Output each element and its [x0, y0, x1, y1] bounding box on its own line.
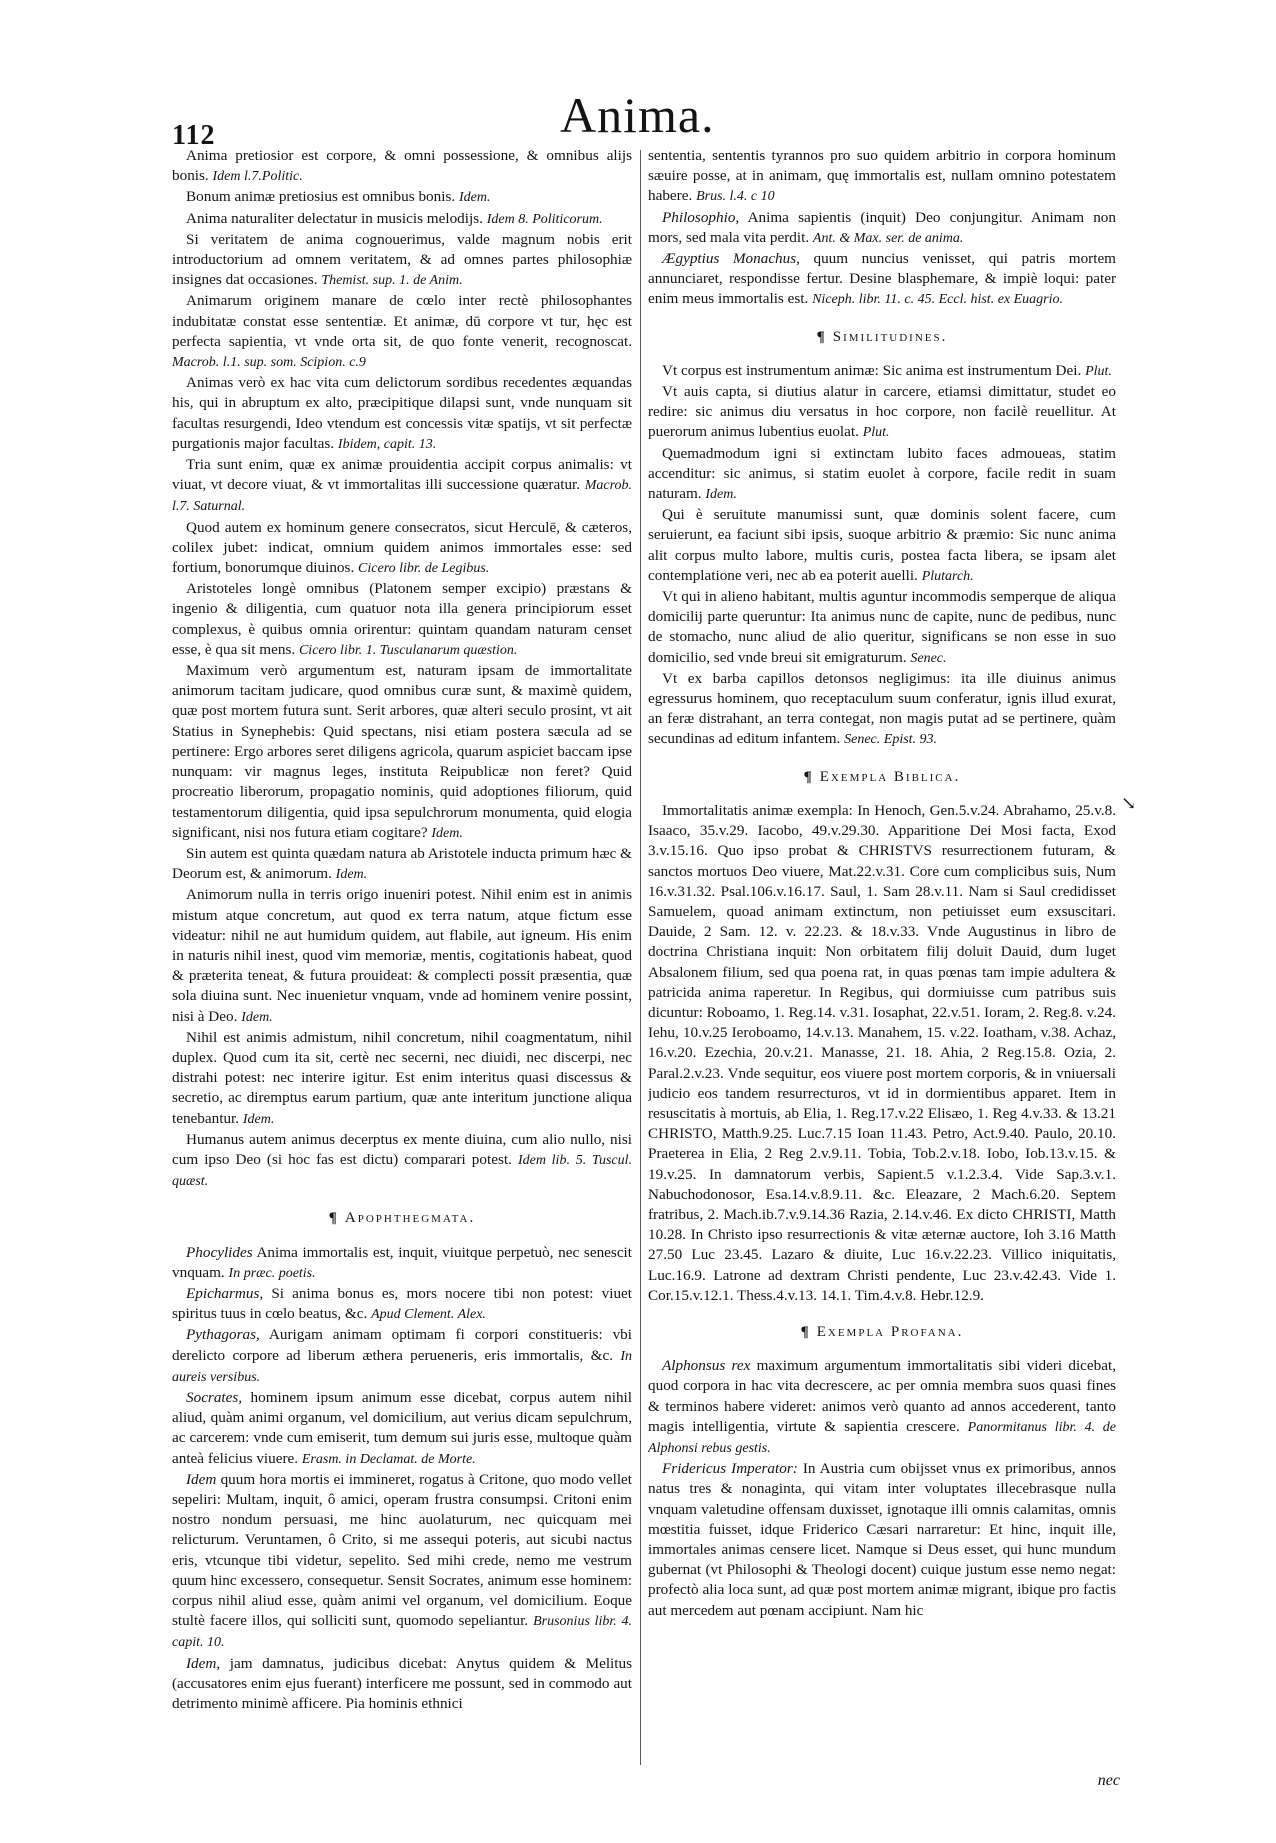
entry-paragraph: [172, 1470, 632, 1654]
entry-text: Si anima bonus es, mors nocere tibi non potest: viuet spiritus tuus in cœlo beatus, &c.: [172, 1284, 632, 1323]
entry-citation: Ibidem, capit. 13.: [337, 436, 437, 452]
entry-paragraph: [648, 382, 1116, 444]
entry-text: Anima immortalis est, inquit, viuitque perpetuò, nec senescit vnquam.: [172, 1243, 632, 1281]
entry-paragraph: [172, 455, 632, 518]
entry-citation: Ant. & Max. ser. de anima.: [812, 230, 964, 246]
entry-text: Quod autem ex hominum genere consecratos, sicut Herculē, & cæteros, colilex jubet: indicat, omnium quidem animos immortales esse: sed fortium, bonorumque diuinos.: [172, 518, 632, 577]
entry-speaker: Pythagoras,: [186, 1326, 260, 1344]
section-heading-text: Exempla Profana.: [816, 1323, 964, 1340]
entry-text: Aristoteles longè omnibus (Platonem semper excipio) præstans & ingenio & diligentia, cum quatuor nota illa genera principiorum esset complexus, è quibus omnia orirentur: quintam quandam naturam censet esse, è qua sit mens.: [172, 580, 632, 658]
entry-paragraph: [172, 1388, 632, 1470]
entry-paragraph: [648, 1459, 1116, 1621]
entry-citation: Cicero libr. de Legibus.: [358, 561, 490, 577]
entry-paragraph: [172, 146, 632, 187]
entry-text: quum nuncius venisset, qui patris mortem annunciaret, respondisse fertur. Desine blasphemare, & impiè loqui: pater enim meus immortalis est.: [648, 250, 1116, 308]
entry-citation: Idem.: [431, 825, 463, 841]
column-divider: [640, 150, 641, 1765]
section-heading-text: Exempla Biblica.: [819, 768, 961, 785]
entry-citation: Idem.: [705, 487, 737, 503]
entry-text: maximum argumentum immortalitatis sibi videri dicebat, quod corpora in hac vita decrescere, ac per omnia membra suos quasi fines & terminos habere videret: animos verò quanto ad annos accederent, tanto magis intelligentia, virtute & sapientia crescere.: [648, 1357, 1116, 1435]
entry-citation: Idem.: [241, 1009, 273, 1025]
entry-citation: Apud Clement. Alex.: [371, 1307, 486, 1323]
entry-text: Si veritatem de anima cognouerimus, valde magnum nobis erit introductorium ad omnem veritatem, & ad omnes partes philosophiæ insignes dat occasiones.: [172, 230, 632, 289]
entry-text: Animarum originem manare de cœlo inter rectè philosophantes indubitatæ constat esse sententiæ. Et animæ, dū corpore vt tur, hęc est perfecta sapientia, vt vnde orta sit, de quo fonte venerit, recognoscat.: [172, 292, 632, 350]
entry-citation: Idem l.7.Politic.: [212, 169, 303, 185]
entry-paragraph: [172, 373, 632, 455]
pilcrow-mark: ¶: [328, 1210, 337, 1227]
entry-paragraph: [648, 208, 1116, 249]
entry-paragraph: [648, 587, 1116, 669]
entry-text: Anima pretiosior est corpore, & omni possessione, & omnibus alijs bonis.: [172, 147, 632, 185]
entry-citation: Idem lib. 5. Tuscul. quæst.: [172, 1152, 632, 1190]
entry-citation: In aureis versibus.: [172, 1348, 632, 1385]
entry-text: Vt qui in alieno habitant, multis aguntur incommodis semperque de aliqua domicilij parte queruntur: Ita animus nunc de capite, nunc de pedibus, nunc de stomacho, nunc aliud de alio queritur, significans se non esse in suo domicilio, sed vnde breui sit emigraturum.: [648, 588, 1116, 666]
entry-text: hominem ipsum animum esse dicebat, corpus autem nihil aliud, quàm animi organum, vel domicilium, aut verius dicam sepulchrum, ac carcerem: vnde cum emiserit, tum demum sui juris esse, multoque quàm anteà felicius viuere.: [172, 1388, 632, 1467]
entry-citation: Themist. sup. 1. de Anim.: [321, 273, 463, 289]
entry-speaker: Philosophio,: [662, 208, 740, 226]
entry-text: Maximum verò argumentum est, naturam ipsam de immortalitate animorum tacitam judicare, quod omnibus curæ sunt, & maximè quidem, quæ post mortem futura sunt. Serit arbores, quæ alteri seculo prosint, vt ait Statius in Synephebis: Quid spectans, nisi etiam postera sæcula ad se pertinere: Ergo arbores seret diligens agricola, quarum aspiciet baccam ipse nunquam: vir magnus leges, instituta Reipublicæ non feret? Quid procreatio liberorum, propagatio nominis, quid adoptiones filiorum, quid testamentorum diligentia, quid ipsa sepulchrorum monumenta, quid elogia significant, nisi nos futura etiam cogitare?: [172, 662, 632, 841]
entry-paragraph: [172, 1654, 632, 1715]
entry-paragraph: [172, 579, 632, 661]
entry-text: In Austria cum obijsset vnus ex primoribus, annos natus tres & nonaginta, qui vitam inter voluptates illecebrasque nulla vnquam valetudine offensam duxisset, ignotaque illi omnis calamitas, omnis mœstitia fuisset, idque Friderico Cæsari narraretur: Et hinc, inquit ille, immortales animas censere licet. Namque si Deus esset, qui hunc mundum gubernat (vt Philosophi & Theologi docent) cuique justum esse nemo negat: profectò alia loca sunt, ad quæ post mortem animæ migrant, ibique pro factis aut mercedem aut pœnam accipiunt. Nam hic: [648, 1460, 1116, 1619]
entry-citation: Panormitanus libr. 4. de Alphonsi rebus gestis.: [648, 1419, 1116, 1456]
margin-mark: ↘: [1121, 793, 1137, 813]
entry-paragraph: [172, 1028, 632, 1130]
entry-text: quum hora mortis ei immineret, rogatus à Critone, quo modo vellet sepeliri: Multam, inquit, ô amici, operam frustra consumpsi. Critoni enim nostro nondum persuasi, me hinc auolaturum, nec quicquam mei relicturum. Veruntamen, ô Crito, si me assequi poteris, aut sicubi nactus eris, vtcunque tibi videtur, sepelito. Sed mihi crede, nemo me vestrum quum hinc excessero, consequetur. Sensit Socrates, animum esse hominem: corpus nihil aliud esse, quàm animi vel organum, vel domicilium. Eoque stultè facere illos, qui solliciti sunt, quomodo sepeliantur.: [172, 1470, 632, 1630]
entry-paragraph: [172, 187, 632, 208]
section-heading-text: Similitudines.: [832, 328, 948, 345]
entry-paragraph: [648, 801, 1116, 1306]
section-heading-text: Apophthegmata.: [344, 1210, 476, 1227]
entry-paragraph: [648, 669, 1116, 751]
entry-paragraph: [648, 1356, 1116, 1459]
entry-paragraph: [648, 505, 1116, 587]
entry-citation: In præc. poetis.: [228, 1265, 316, 1281]
entry-citation: Idem.: [242, 1111, 275, 1127]
running-head: Anima.: [560, 87, 715, 143]
page-number: 112: [172, 120, 216, 151]
entry-text: Humanus autem animus decerptus ex mente diuina, cum alio nullo, nisi cum ipso Deo (si hoc fas est dictu) comparari potest.: [172, 1130, 632, 1168]
entry-paragraph: [172, 1130, 632, 1193]
entry-text: Vt auis capta, si diutius alatur in carcere, etiamsi dimittatur, studet eo redire: sic animus diu versatus in hoc corpore, non facilè reuellitur. At puerorum animus lubentius euolat.: [648, 383, 1116, 441]
pilcrow-mark: ¶: [803, 768, 812, 785]
left-column: [172, 146, 632, 1773]
entry-paragraph: [172, 209, 632, 230]
entry-paragraph: [648, 146, 1116, 208]
entry-citation: Brus. l.4. c 10: [696, 189, 775, 205]
entry-paragraph: [172, 518, 632, 580]
entry-text: Aurigam animam optimam fi corpori constitueris: vbi derelicto corpore ad liberum æthera perueneris, eris immortalis, &c.: [172, 1326, 632, 1364]
catchword: nec: [1097, 1772, 1120, 1789]
entry-text: Anima sapientis (inquit) Deo conjungitur. Animam non mors, sed mala vita perdit.: [648, 208, 1116, 246]
pilcrow-mark: ¶: [816, 328, 825, 345]
entry-text: Vt ex barba capillos detonsos negligimus: ita ille diuinus animus egressurus hominem, quo receptaculum suum conferatur, ignis illud exurat, an feræ distrahant, an terra contegat, non magis putat ad se pertinere, quàm secundinas ad editum infantem.: [648, 669, 1116, 748]
entry-paragraph: [648, 361, 1116, 382]
entry-citation: Cicero libr. 1. Tusculanarum quæstion.: [298, 642, 518, 658]
entry-citation: Idem.: [335, 867, 368, 883]
entry-paragraph: [172, 661, 632, 844]
entry-speaker: Idem,: [186, 1654, 221, 1672]
entry-citation: Idem 8. Politicorum.: [486, 211, 603, 227]
entry-citation: Macrob. l.1. sup. som. Scipion. c.9: [172, 355, 366, 371]
entry-paragraph: [172, 885, 632, 1027]
entry-text: Anima naturaliter delectatur in musicis melodijs.: [186, 209, 483, 227]
entry-speaker: Socrates,: [186, 1388, 243, 1406]
entry-paragraph: [648, 249, 1116, 311]
entry-text: sententia, sententis tyrannos pro suo quidem arbitrio in corpora hominum sæuire posse, at in animam, quę immortalis est, nullam omnino potestatem habere.: [648, 147, 1116, 205]
entry-text: Tria sunt enim, quæ ex animæ prouidentia accipit corpus animalis: vt viuat, vt decore viuat, & vt immortalitas illi successione quæratur.: [172, 456, 632, 494]
entry-text: Vt corpus est instrumentum animæ: Sic anima est instrumentum Dei.: [662, 361, 1082, 379]
entry-text: Qui è seruitute manumissi sunt, quæ dominis solent facere, cum seruierunt, ea faciunt sibi ipsis, suoque arbitrio & præmio: Sic nunc anima alit corpus multo labore, multis curis, postea facta libera, se ipsam alet contemplatione veri, nec ab ea poterit auelli.: [648, 506, 1116, 584]
entry-citation: Plutarch.: [921, 568, 974, 584]
entry-citation: Niceph. libr. 11. c. 45. Eccl. hist. ex Euagrio.: [812, 292, 1064, 308]
entry-citation: Senec. Epist. 93.: [844, 732, 938, 748]
entry-citation: Macrob. l.7. Saturnal.: [172, 478, 632, 515]
entry-text: Animas verò ex hac vita cum delictorum sordibus recedentes æquandas his, qui in abruptum ex alto, præcipitique dilapsi sunt, vnde nunquam sit facultas resurgendi, Ideo vtendum est concessis vitæ spatijs, vt sit perfectæ purgationis major facultas.: [172, 374, 632, 452]
entry-paragraph: [172, 291, 632, 373]
entry-text: Sin autem est quinta quædam natura ab Aristotele inducta primum hæc & Deorum est, & animorum.: [172, 844, 632, 883]
entry-paragraph: [172, 844, 632, 885]
entry-paragraph: [172, 230, 632, 292]
entry-paragraph: [172, 1243, 632, 1284]
entry-text: Animorum nulla in terris origo inueniri potest. Nihil enim est in animis mistum atque concretum, aut quod ex terra natum, atque fictum esse videatur: nihil ne aut humidum quidem, aut flabile, aut igneum. His enim in naturis nihil inest, quod vim memoriæ, mentis, cogitationis habeat, quod & præterita teneat, & futura prouideat: & complecti possit præsentia, quæ sola diuina sunt. Nec inuenietur vnquam, vnde ad hominem venire possint, nisi à Deo.: [172, 886, 632, 1025]
entry-speaker: Epicharmus,: [186, 1284, 264, 1302]
entry-speaker: Ægyptius Monachus,: [662, 250, 800, 268]
entry-text: jam damnatus, judicibus dicebat: Anytus quidem & Melitus (accusatores enim ejus fuerant) interficere me possunt, sed in commodo aut detrimento minimè afficere. Pia hominis ethnici: [172, 1654, 632, 1713]
entry-text: Quemadmodum igni si extinctam lubito faces admoueas, statim accenditur: sic animus, si statim euolet à corpore, facile redit in suam naturam.: [648, 444, 1116, 503]
section-heading: [648, 767, 1116, 787]
entry-paragraph: [172, 1325, 632, 1388]
section-heading: [648, 1322, 1116, 1342]
entry-citation: Plut.: [862, 425, 890, 441]
entry-citation: Senec.: [910, 650, 947, 666]
section-heading: [648, 327, 1116, 347]
entry-text: Nihil est animis admistum, nihil concretum, nihil coagmentatum, nihil duplex. Quod cum ita sit, certè nec secerni, nec diuidi, nec discerpi, nec distrahi potest: nec interire igitur. Est enim interitus quasi discessus & secretio, ac diremptus earum partium, quæ ante interitum junctione aliqua tenebantur.: [172, 1028, 632, 1127]
entry-text: Bonum animæ pretiosius est omnibus bonis.: [186, 188, 456, 206]
entry-speaker: Idem: [186, 1470, 217, 1488]
entry-paragraph: [172, 1284, 632, 1325]
entry-citation: Brusonius libr. 4. capit. 10.: [172, 1614, 632, 1651]
entry-citation: Erasm. in Declamat. de Morte.: [301, 1451, 476, 1467]
entry-paragraph: [648, 444, 1116, 506]
right-column: [648, 146, 1116, 1773]
entry-speaker: Alphonsus rex: [662, 1357, 751, 1375]
section-heading: [172, 1208, 632, 1228]
entry-text: Immortalitatis animæ exempla: In Henoch, Gen.5.v.24. Abrahamo, 25.v.8. Isaaco, 35.v.29. Iacobo, 49.v.29.30. Apparitione Dei Mosi facta, Exod 3.v.15.16. Quo ipso probat & CHRISTVS resurrectionem futuram, & sanctos mortuos Deo viuere, Mat.22.v.31. Core cum complicibus suis, Num 16.v.31.32. Psal.106.v.16.17. Saul, 1. Sam 28.v.11. Nam si Saul credidisset Samuelem, quoad animam extinctum, non petiuisset eum exsuscitari. Dauide, 2 Sam. 12. v. 22.23. & 18.v.33. Vnde Augustinus in libro de doctrina Christiana inquit: Non orbitatem filij doluit Dauid, dum luget Absalonem filium, sed qua poena rat, in quas pœnas tam impie adultera & patricida anima raperetur. In Regibus, qui dormiuisse cum patribus suis dicuntur: Roboamo, 1. Reg.14. v.31. Iosaphat, 22.v.51. Ioram, 2. Reg.8. v.24. Iehu, 10.v.25 Ieroboamo, 14.v.13. Manahem, 15. v.22. Ioatham, v.38. Achaz, 16.v.20. Ezechia, 20.v.21. Manasse, 21. 18. Ahia, 2 Reg.15.8. Ozia, 2. Paral.2.v.23. Vnde sequitur, eos viuere post mortem corporis, & in vniuersali judicio eos tandem resurrecturos, vt id in dormientibus apparet. Item in resuscitatis à mortuis, ab Elia, 1. Reg.17.v.22 Elisæo, 1. Reg 4.v.33. & 13.21 CHRISTO, Matth.9.25. Luc.7.15 Ioan 11.43. Petro, Act.9.40. Paulo, 20.10. Praeterea in Elia, 2 Reg 2.v.9.11. Tobia, Tob.2.v.18. Iobo, Iob.13.v.15. & 19.v.25. In damnatorum verbis, Sapient.5 v.1.2.3.4. Vide Sap.3.v.1. Nabuchodonosor, Esa.14.v.8.9.11. &c. Eleazare, 2 Mach.6.20. Septem fratribus, 2. Mach.ib.7.v.9.14.36 Razia, 2.14.v.46. Ex dicto CHRISTI, Matth 10.28. In Christo ipso resurrectionis & vitæ æternæ auctore, Ioh 3.16 Matth 27.50 Luc 23.45. Lazaro & diuite, Luc 16.v.22.23. Villico iniquitatis, Luc.16.9. Latrone ad dextram Christi pendente, Luc 23.v.42.43. Vide 1. Cor.15.v.12.1. Thess.4.v.13. 14.1. Tim.4.v.8. Hebr.12.9.: [648, 801, 1116, 1304]
entry-citation: Plut.: [1085, 363, 1112, 379]
pilcrow-mark: ¶: [800, 1323, 809, 1340]
entry-speaker: Fridericus Imperator:: [662, 1460, 798, 1478]
entry-citation: Idem.: [458, 190, 491, 206]
entry-speaker: Phocylides: [186, 1243, 253, 1261]
